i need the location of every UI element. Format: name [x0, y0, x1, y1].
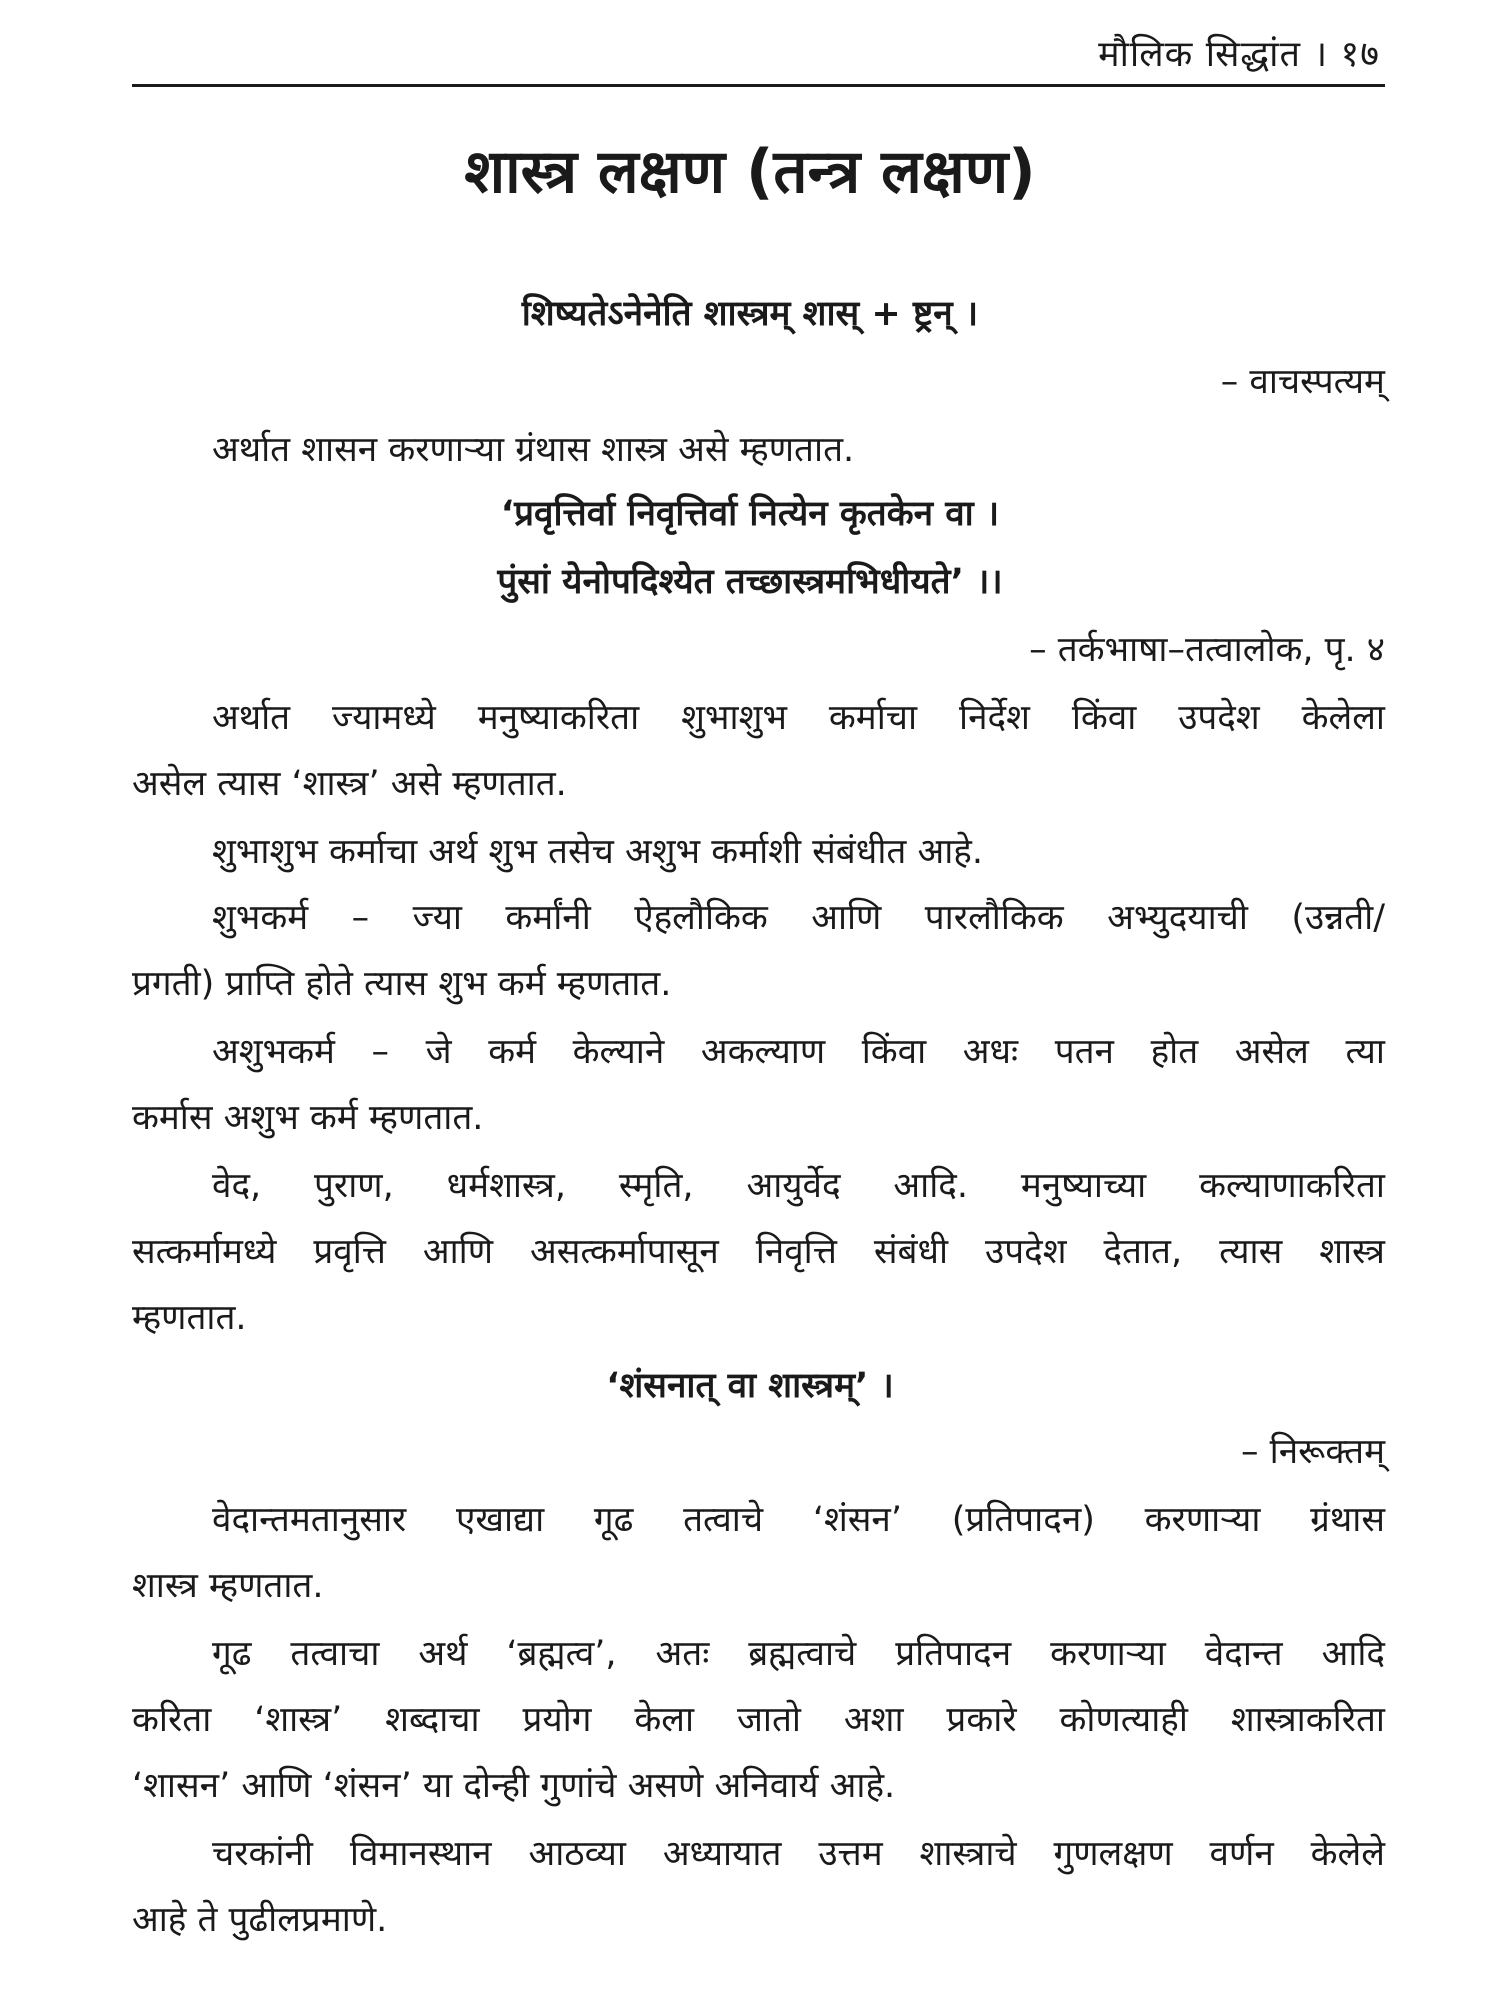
source-vachaspatyam: – वाचस्पत्यम्: [1220, 362, 1385, 402]
header-rule: [132, 84, 1385, 87]
paragraph-7-line-1: गूढ तत्वाचा अर्थ ‘ब्रह्मत्व’, अतः ब्रह्मत्वाचे प्रतिपादन करणाऱ्या वेदान्त आदि: [212, 1634, 1385, 1674]
paragraph-7-line-3: ‘शासन’ आणि ‘शंसन’ या दोन्ही गुणांचे असणे अनिवार्य आहे.: [132, 1766, 896, 1806]
paragraph-3-line-1: शुभकर्म – ज्या कर्मांनी ऐहलौकिक आणि पारलौकिक अभ्युदयाची (उन्नती/: [212, 898, 1385, 938]
paragraph-6-line-1: वेदान्तमतानुसार एखाद्या गूढ तत्वाचे ‘शंसन’ (प्रतिपादन) करणाऱ्या ग्रंथास: [212, 1500, 1385, 1540]
paragraph-7-line-2: करिता ‘शास्त्र’ शब्दाचा प्रयोग केला जातो अशा प्रकारे कोणत्याही शास्त्राकरिता: [132, 1700, 1385, 1740]
paragraph-4-line-2: कर्मास अशुभ कर्म म्हणतात.: [132, 1098, 484, 1138]
source-nirukta: – निरूक्तम्: [1241, 1432, 1385, 1472]
verse-3: ‘शंसनात् वा शास्त्रम्’ ।: [606, 1366, 894, 1406]
verse-2-line-2: पुंसां येनोपदिश्येत तच्छास्त्रमभिधीयते’ ।।: [497, 562, 1003, 602]
paragraph-8-line-2: आहे ते पुढीलप्रमाणे.: [132, 1900, 388, 1940]
paragraph-1-line-2: असेल त्यास ‘शास्त्र’ असे म्हणतात.: [132, 764, 567, 804]
page-title: शास्त्र लक्षण (तन्त्र लक्षण): [464, 137, 1036, 207]
verse-2-line-1: ‘प्रवृत्तिर्वा निवृत्तिर्वा नित्येन कृतकेन वा ।: [500, 494, 1000, 534]
verse-1-meaning: अर्थात शासन करणाऱ्या ग्रंथास शास्त्र असे म्हणतात.: [212, 430, 855, 470]
verse-1: शिष्यतेऽनेनेति शास्त्रम् शास् + ष्ट्रन् ।: [521, 294, 979, 334]
running-header: मौलिक सिद्धांत । १७: [1098, 34, 1380, 75]
source-tarkabhasha: – तर्कभाषा–तत्वालोक, पृ. ४: [1029, 630, 1385, 670]
paragraph-1-line-1: अर्थात ज्यामध्ये मनुष्याकरिता शुभाशुभ कर्माचा निर्देश किंवा उपदेश केलेला: [212, 698, 1385, 738]
paragraph-2-line-1: शुभाशुभ कर्माचा अर्थ शुभ तसेच अशुभ कर्माशी संबंधीत आहे.: [212, 832, 983, 872]
paragraph-5-line-1: वेद, पुराण, धर्मशास्त्र, स्मृति, आयुर्वेद आदि. मनुष्याच्या कल्याणाकरिता: [212, 1166, 1385, 1206]
paragraph-5-line-2: सत्कर्मामध्ये प्रवृत्ति आणि असत्कर्मापासून निवृत्ति संबंधी उपदेश देतात, त्यास शास्त्र: [132, 1232, 1385, 1272]
paragraph-8-line-1: चरकांनी विमानस्थान आठव्या अध्यायात उत्तम शास्त्राचे गुणलक्षण वर्णन केलेले: [212, 1834, 1385, 1874]
paragraph-6-line-2: शास्त्र म्हणतात.: [132, 1566, 324, 1606]
paragraph-5-line-3: म्हणतात.: [132, 1298, 247, 1338]
paragraph-4-line-1: अशुभकर्म – जे कर्म केल्याने अकल्याण किंवा अधः पतन होत असेल त्या: [212, 1032, 1385, 1072]
paragraph-3-line-2: प्रगती) प्राप्ति होते त्यास शुभ कर्म म्हणतात.: [132, 964, 672, 1004]
